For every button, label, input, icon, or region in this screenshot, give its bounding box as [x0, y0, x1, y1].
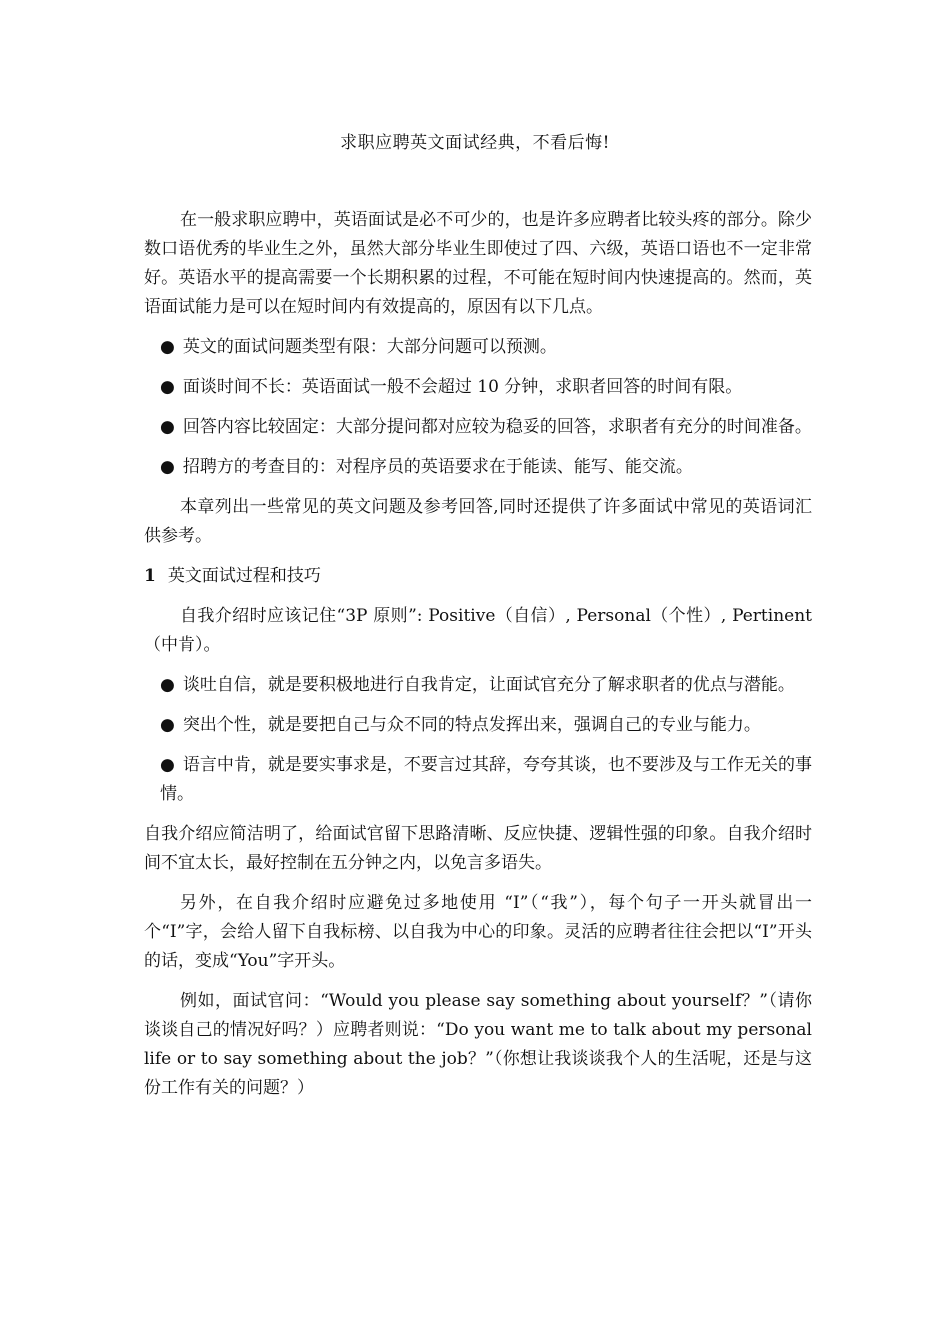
bullet-icon: ● — [160, 417, 175, 437]
bullet-icon: ● — [160, 715, 175, 735]
reason-item — [144, 333, 812, 362]
document-title: 求职应聘英文面试经典，不看后悔! — [340, 133, 610, 153]
bullet-icon: ● — [160, 337, 175, 357]
section-heading — [144, 562, 812, 591]
principle-item — [144, 711, 812, 740]
section-title: 英文面试过程和技巧 — [167, 566, 321, 586]
reason-item — [144, 413, 812, 442]
bullet-icon: ● — [160, 457, 175, 477]
principle-text: 谈吐自信，就是要积极地进行自我肯定，让面试官充分了解求职者的优点与潜能。 — [182, 675, 795, 695]
section-number: 1 — [144, 566, 156, 586]
bullet-icon: ● — [160, 755, 175, 775]
reason-text: 英文的面试问题类型有限：大部分问题可以预测。 — [182, 337, 557, 357]
reason-item — [144, 373, 812, 402]
example-paragraph: 例如，面试官问：“Would you please say something about yourself？”（请你谈谈自己的情况好吗？）应聘者则说：“Do you want me to talk about my personal life or to say something about the job？”（你想让我谈谈我个人的生活呢，还是与这份工作有关的问题？） — [144, 991, 812, 1098]
avoid-i-paragraph: 另外，在自我介绍时应避免过多地使用 “I”（“我”），每个句子一开头就冒出一个“I”字，会给人留下自我标榜、以自我为中心的印象。灵活的应聘者往往会把以“I”开头的话，变成“You”字开头。 — [144, 893, 812, 971]
conciseness-paragraph: 自我介绍应简洁明了，给面试官留下思路清晰、反应快捷、逻辑性强的印象。自我介绍时间不宜太长，最好控制在五分钟之内，以免言多语失。 — [144, 824, 812, 873]
principle-item — [144, 671, 812, 700]
chapter-note-paragraph: 本章列出一些常见的英文问题及参考回答,同时还提供了许多面试中常见的英语词汇供参考。 — [144, 497, 812, 546]
principle-item — [144, 751, 812, 809]
bullet-icon: ● — [160, 377, 175, 397]
intro-paragraph: 在一般求职应聘中，英语面试是必不可少的，也是许多应聘者比较头疼的部分。除少数口语优秀的毕业生之外，虽然大部分毕业生即使过了四、六级，英语口语也不一定非常好。英语水平的提高需要一个长期积累的过程，不可能在短时间内快速提高的。然而，英语面试能力是可以在短时间内有效提高的，原因有以下几点。 — [144, 210, 812, 317]
principle-text: 突出个性，就是要把自己与众不同的特点发挥出来，强调自己的专业与能力。 — [182, 715, 761, 735]
reason-item — [144, 453, 812, 482]
reason-text: 面谈时间不长：英语面试一般不会超过 10 分钟，求职者回答的时间有限。 — [182, 377, 743, 397]
bullet-icon: ● — [160, 675, 175, 695]
document-body — [144, 206, 812, 1114]
reason-text: 回答内容比较固定：大部分提问都对应较为稳妥的回答，求职者有充分的时间准备。 — [182, 417, 812, 437]
principle-text: 语言中肯，就是要实事求是，不要言过其辞，夸夸其谈，也不要涉及与工作无关的事情。 — [160, 755, 812, 804]
principle-paragraph: 自我介绍时应该记住“3P 原则”: Positive（自信）, Personal（个性）, Pertinent（中肯）。 — [144, 606, 812, 655]
reason-text: 招聘方的考查目的：对程序员的英语要求在于能读、能写、能交流。 — [182, 457, 693, 477]
